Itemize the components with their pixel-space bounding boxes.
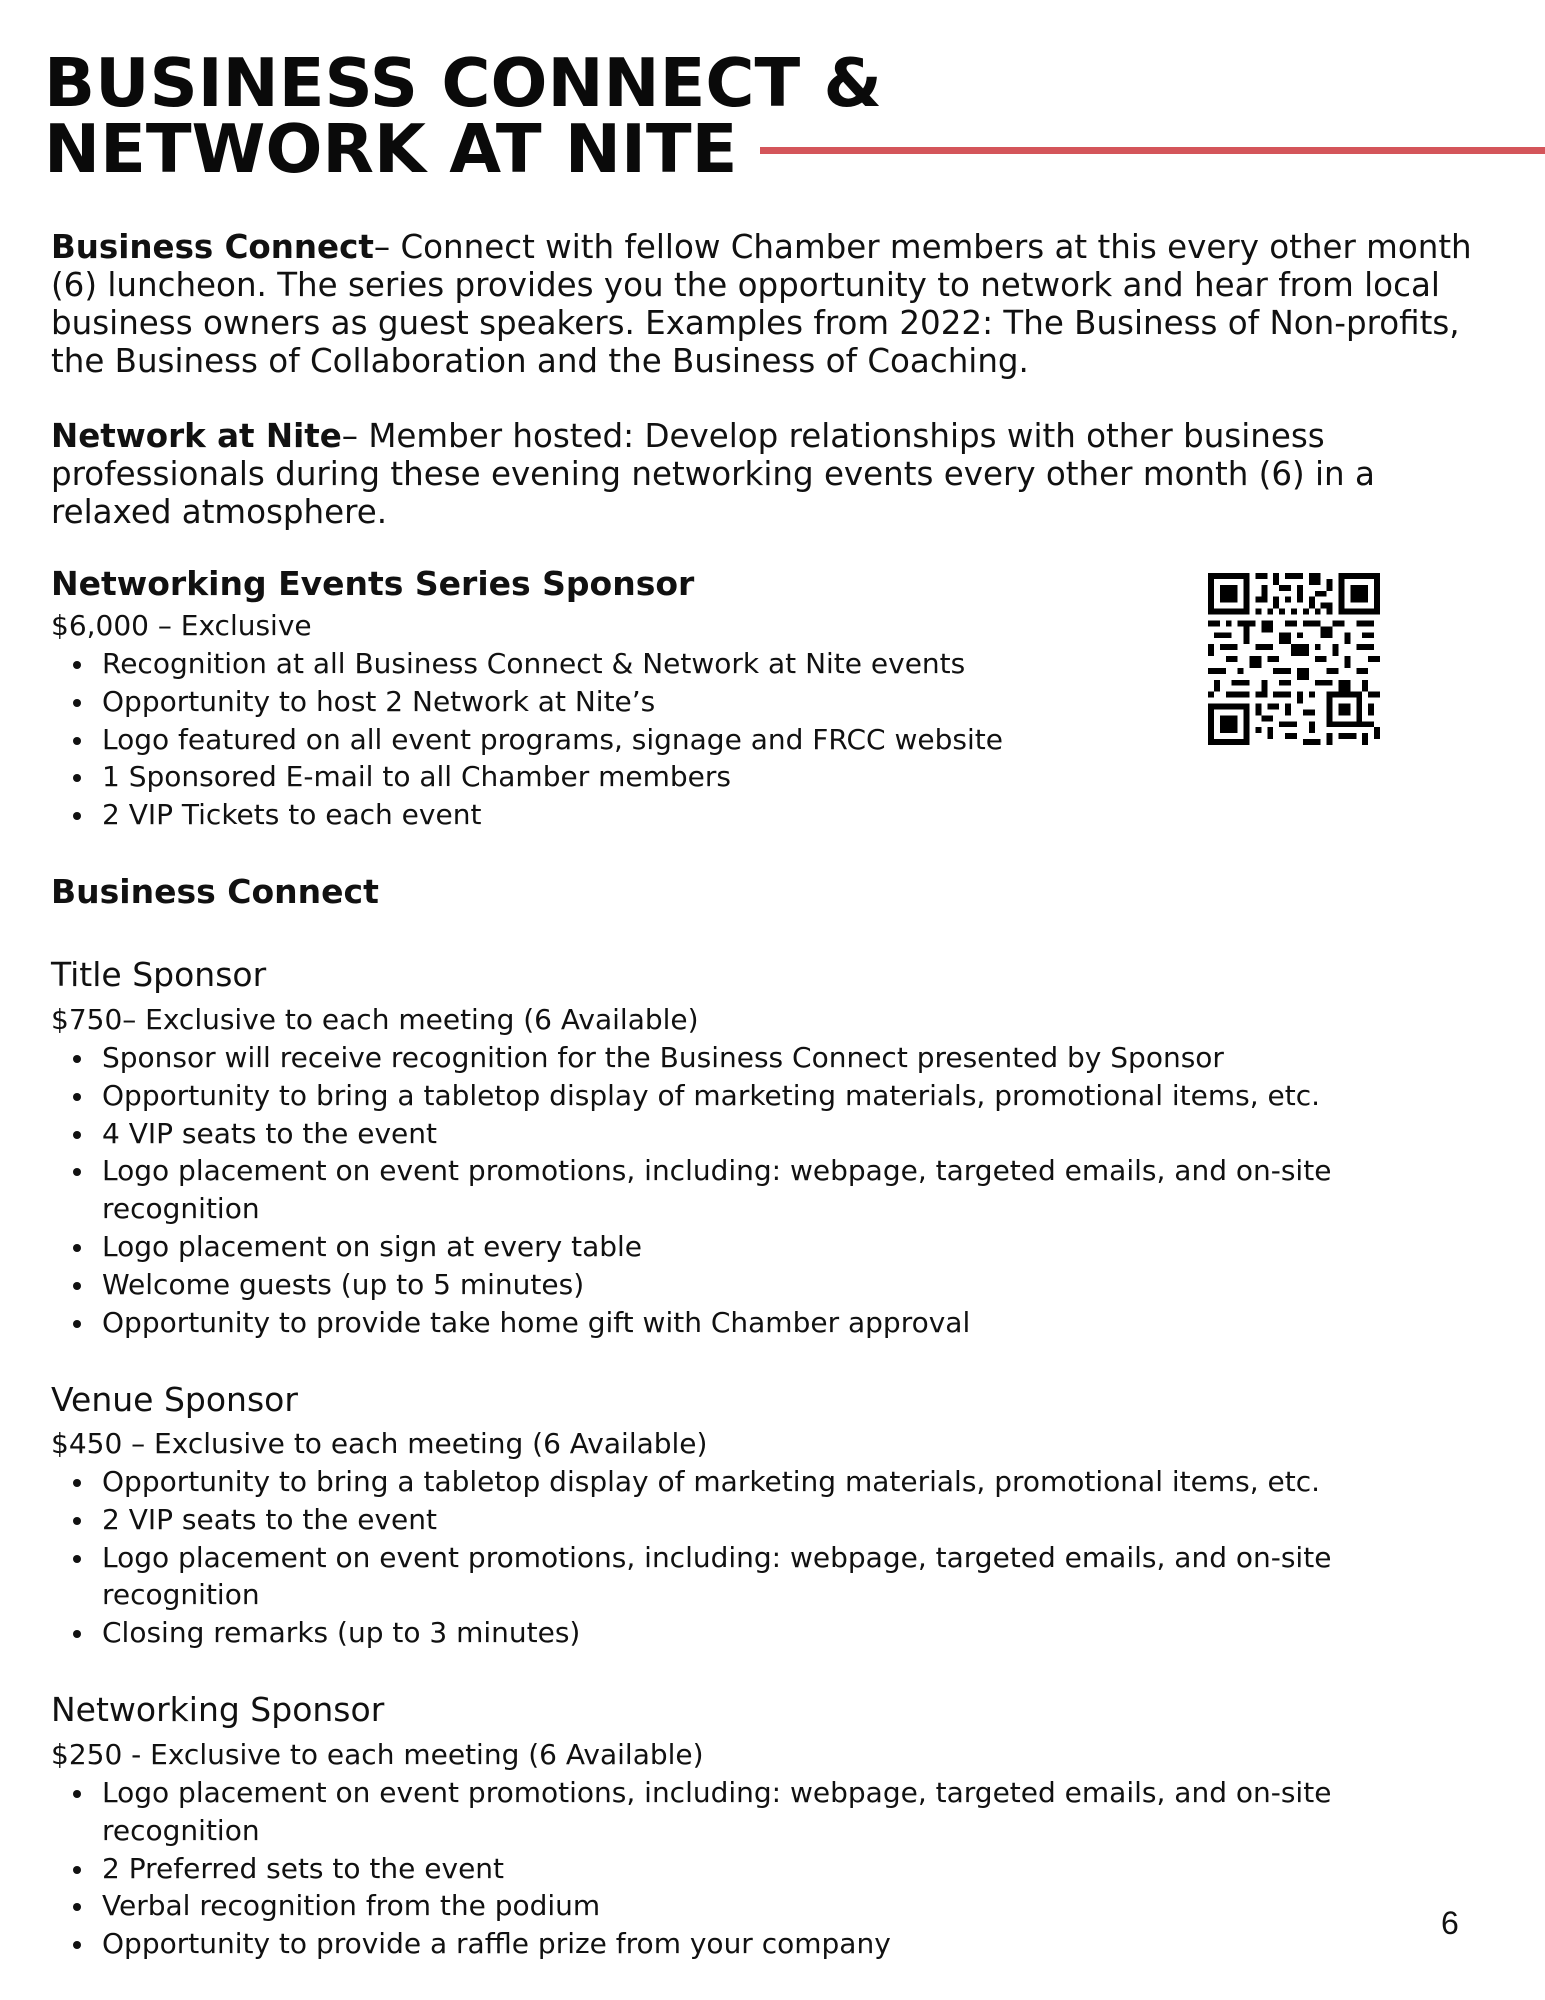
- venue-sponsor-heading: Venue Sponsor: [51, 1380, 298, 1419]
- list-item: Closing remarks (up to 3 minutes): [51, 1614, 1411, 1652]
- page-title: [44, 44, 882, 188]
- list-item: Logo placement on event promotions, including: webpage, targeted emails, and on-site recognition: [51, 1539, 1411, 1615]
- accent-divider: [760, 147, 1545, 154]
- title-sponsor-heading: Title Sponsor: [51, 955, 267, 994]
- title-line-2: NETWORK AT NITE: [44, 110, 738, 188]
- series-sponsor-benefits: [51, 645, 1411, 834]
- list-item: 1 Sponsored E-mail to all Chamber members: [51, 758, 1411, 796]
- title-sponsor-price: $750– Exclusive to each meeting (6 Available): [51, 1003, 699, 1036]
- list-item: Opportunity to host 2 Network at Nite’s: [51, 683, 1411, 721]
- series-sponsor-price: $6,000 – Exclusive: [51, 609, 312, 642]
- list-item: Verbal recognition from the podium: [51, 1887, 1411, 1925]
- title-sponsor-benefits: [51, 1039, 1411, 1341]
- list-item: Logo placement on event promotions, including: webpage, targeted emails, and on-site recognition: [51, 1152, 1411, 1228]
- list-item: Recognition at all Business Connect & Network at Nite events: [51, 645, 1411, 683]
- business-connect-heading: Business Connect: [51, 872, 379, 911]
- list-item: Opportunity to provide take home gift with Chamber approval: [51, 1304, 1411, 1342]
- series-sponsor-heading: Networking Events Series Sponsor: [51, 564, 695, 603]
- networking-sponsor-price: $250 - Exclusive to each meeting (6 Available): [51, 1738, 704, 1771]
- network-at-nite-description: – Member hosted: Develop relationships with other business professionals during these evening networking events every other month (6) in a relaxed atmosphere.: [51, 417, 1375, 531]
- title-line-1: BUSINESS CONNECT &: [44, 44, 882, 122]
- networking-sponsor-heading: Networking Sponsor: [51, 1690, 385, 1729]
- list-item: 4 VIP seats to the event: [51, 1115, 1411, 1153]
- business-connect-intro: [51, 228, 1491, 380]
- list-item: Logo placement on event promotions, including: webpage, targeted emails, and on-site recognition: [51, 1774, 1411, 1850]
- list-item: Logo placement on sign at every table: [51, 1228, 1411, 1266]
- list-item: 2 VIP Tickets to each event: [51, 796, 1411, 834]
- list-item: Sponsor will receive recognition for the Business Connect presented by Sponsor: [51, 1039, 1411, 1077]
- business-connect-description: – Connect with fellow Chamber members at this every other month (6) luncheon. The series provides you the opportunity to network and hear from local business owners as guest speakers. Examples from 2022: The Business of Non-profits, the Business of Collaboration and the Business of Coaching.: [51, 228, 1472, 380]
- networking-sponsor-benefits: [51, 1774, 1411, 1963]
- network-at-nite-intro: [51, 417, 1491, 531]
- list-item: 2 VIP seats to the event: [51, 1501, 1411, 1539]
- list-item: Opportunity to bring a tabletop display of marketing materials, promotional items, etc.: [51, 1077, 1411, 1115]
- venue-sponsor-benefits: [51, 1463, 1411, 1652]
- page-number: 6: [1441, 1905, 1459, 1941]
- list-item: 2 Preferred sets to the event: [51, 1850, 1411, 1888]
- list-item: Welcome guests (up to 5 minutes): [51, 1266, 1411, 1304]
- qr-code-icon[interactable]: [1208, 573, 1380, 745]
- list-item: Opportunity to provide a raffle prize from your company: [51, 1925, 1411, 1963]
- network-at-nite-label: Network at Nite: [51, 417, 342, 455]
- list-item: Logo featured on all event programs, signage and FRCC website: [51, 721, 1411, 759]
- business-connect-label: Business Connect: [51, 228, 374, 266]
- list-item: Opportunity to bring a tabletop display of marketing materials, promotional items, etc.: [51, 1463, 1411, 1501]
- venue-sponsor-price: $450 – Exclusive to each meeting (6 Available): [51, 1427, 708, 1460]
